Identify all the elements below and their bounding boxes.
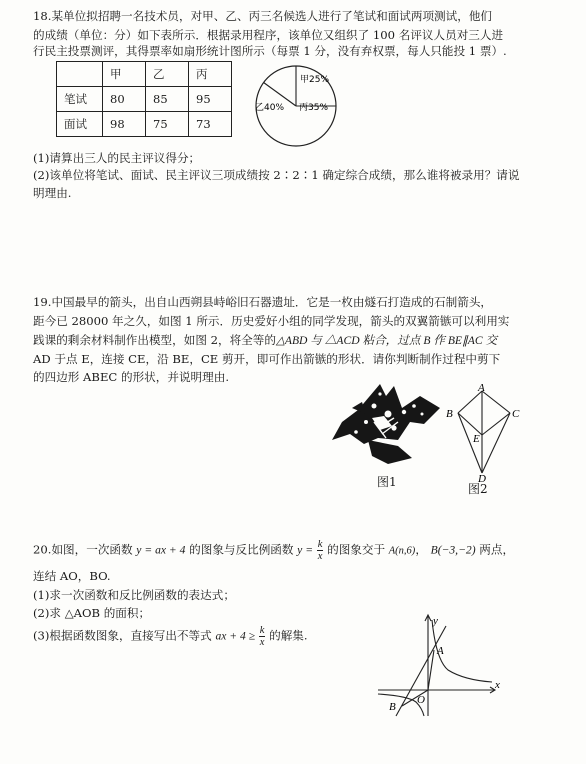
q20-text: 两点， <box>479 542 515 557</box>
q18-sub1: (1)请算出三人的民主评议得分； <box>33 151 201 165</box>
fig2-caption: 图2 <box>468 482 488 496</box>
table-row <box>57 62 232 87</box>
q19-line2: 距今已 28000 年之久，如图 1 所示．历史爱好小组的同学发现，箭头的双翼箭镞可以利用实 <box>33 314 510 328</box>
q20-sub2: (2)求 △AOB 的面积； <box>33 606 151 620</box>
origin-label: O <box>417 694 425 706</box>
q19-line4: AD 于点 E，连接 CE，沿 BE，CE 剪开，即可作出箭镞的形状．请你判断制作过程中剪下 <box>33 352 501 366</box>
fraction-numerator: k <box>317 539 323 550</box>
table-cell: 丙 <box>189 62 232 87</box>
q20-sub1: (1)求一次函数和反比例函数的表达式； <box>33 588 235 602</box>
q20-text: ， <box>415 542 427 557</box>
q20-inverse-function: y = <box>297 543 314 557</box>
table-row <box>57 87 232 112</box>
graph-point-b-label: B <box>389 701 396 713</box>
q20-text: 20.如图，一次函数 <box>33 542 133 557</box>
q18-line3: 行民主投票测评，其得票率如扇形统计图所示（每票 1 分，没有弃权票，每人只能投 1 票）. <box>33 44 507 58</box>
q18-line1: 18.某单位拟招聘一名技术员，对甲、乙、丙三名候选人进行了笔试和面试两项测试，他们 <box>33 9 493 23</box>
point-a-coord: A(n,6) <box>388 545 416 557</box>
fraction-numerator: k <box>259 625 265 636</box>
fraction-k-over-x <box>317 539 324 562</box>
q19-line3 <box>33 330 497 351</box>
point-b-coord: B(−3,−2) <box>430 543 476 557</box>
table-row <box>57 112 232 137</box>
y-axis-label: y <box>433 615 438 627</box>
q18-sub2a: (2)该单位将笔试、面试、民主评议三项成绩按 2∶2∶1 确定综合成绩，那么谁将被录用？请说 <box>33 168 520 182</box>
table-cell: 乙 <box>146 62 189 87</box>
table-cell: 95 <box>189 87 232 112</box>
arrowhead-diagram <box>444 383 528 483</box>
point-c-label: C <box>512 408 520 420</box>
point-e-label: E <box>473 433 480 445</box>
x-axis-label: x <box>495 679 500 691</box>
table-cell: 80 <box>103 87 146 112</box>
score-table <box>56 61 232 137</box>
point-b-label: B <box>446 408 453 420</box>
q20-sub3 <box>33 625 308 648</box>
table-cell: 75 <box>146 112 189 137</box>
table-cell: 73 <box>189 112 232 137</box>
q19-line3-text: 践课的剩余材料制作出模型，如图 2，将全等的 <box>33 333 276 347</box>
table-cell: 98 <box>103 112 146 137</box>
table-cell: 笔试 <box>57 87 103 112</box>
vote-pie-chart <box>252 60 342 152</box>
inequality-lhs: ax + 4 ≥ <box>215 629 256 643</box>
point-d-label: D <box>478 473 486 483</box>
q19-line5: 的四边形 ABEC 的形状，并说明理由. <box>33 370 230 384</box>
fraction-denominator: x <box>259 637 265 648</box>
q20-text: 的图象交于 <box>327 542 386 557</box>
table-cell: 甲 <box>103 62 146 87</box>
q20-line2: 连结 AO，BO. <box>33 569 111 583</box>
table-cell <box>57 62 103 87</box>
q20-text: (3)根据函数图象，直接写出不等式 <box>33 628 212 643</box>
q18-sub2b: 明理由. <box>33 186 72 200</box>
q20-text: 的解集. <box>269 628 308 643</box>
function-graph <box>374 612 504 718</box>
table-cell: 85 <box>146 87 189 112</box>
pie-label-bing: 丙35% <box>299 103 329 113</box>
q19-line3-math: △ABD 与 △ACD 粘合，过点 B 作 BE∥AC 交 <box>275 334 498 347</box>
arrowhead-photo <box>328 382 446 470</box>
q20-line1 <box>33 539 514 562</box>
q18-line2: 的成绩（单位：分）如下表所示．根据录用程序，该单位又组织了 100 名评议人员对三人进 <box>33 28 504 42</box>
pie-label-yi: 乙40% <box>255 103 285 113</box>
graph-point-a-label: A <box>437 645 444 657</box>
fig1-caption: 图1 <box>377 475 397 489</box>
fraction-k-over-x <box>259 625 266 648</box>
q20-text: 的图象与反比例函数 <box>189 542 294 557</box>
point-a-label: A <box>478 383 485 394</box>
fraction-denominator: x <box>317 551 323 562</box>
q19-line1: 19.中国最早的箭头，出自山西朔县峙峪旧石器遗址．它是一枚由燧石打造成的石制箭头， <box>33 295 493 309</box>
table-cell: 面试 <box>57 112 103 137</box>
pie-label-jia: 甲25% <box>300 75 330 85</box>
q20-linear-function: y = ax + 4 <box>136 543 186 557</box>
